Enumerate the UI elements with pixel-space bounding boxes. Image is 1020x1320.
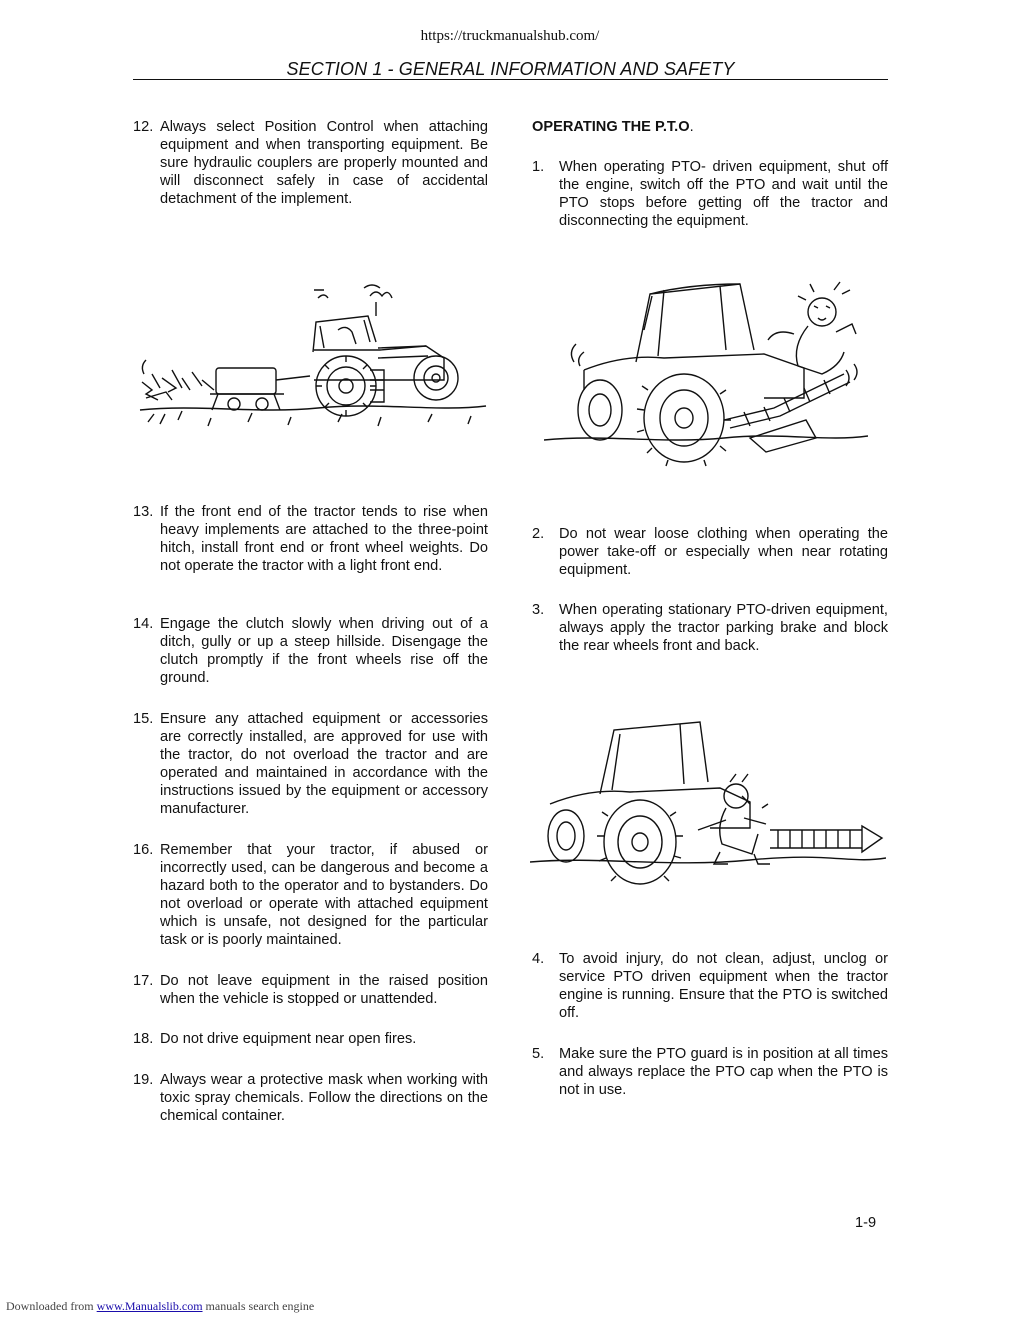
footer-suffix: manuals search engine	[202, 1299, 315, 1313]
list-item-19	[133, 1071, 488, 1127]
item-text: Make sure the PTO guard is in position at all times and always replace the PTO cap when the PTO is not in use.	[559, 1046, 888, 1099]
item-text: Ensure any attached equipment or accessories are correctly installed, are approved for use with the tractor, do not overload the tractor and are operated and maintained in accordance with the instructions issued by the equipment or accessory manufacturer.	[160, 711, 488, 818]
list-item-12	[133, 118, 488, 208]
item-text: Always select Position Control when attaching equipment and when transporting equipment. Be sure hydraulic couplers are properly mounted and will disconnect safely in case of accidental detachment of the implement.	[160, 119, 488, 208]
item-text: To avoid injury, do not clean, adjust, unclog or service PTO driven equipment when the tractor engine is running. Ensure that the PTO is switched off.	[559, 951, 888, 1022]
footer-prefix: Downloaded from	[6, 1299, 97, 1313]
heading-suffix: .	[689, 119, 694, 135]
item-number: 2.	[532, 526, 545, 542]
item-number: 14.	[133, 616, 154, 632]
item-number: 5.	[532, 1046, 545, 1062]
page-number: 1-9	[855, 1215, 877, 1231]
item-number: 19.	[133, 1072, 154, 1088]
tractor-towing-implement-illustration	[138, 282, 488, 434]
item-text: If the front end of the tractor tends to rise when heavy implements are attached to the three-point hitch, install front end or front wheel weights. Do not operate the tractor with a light front end.	[160, 504, 488, 575]
item-text: When operating stationary PTO-driven equipment, always apply the tractor parking brake and block the rear wheels front and back.	[559, 602, 888, 655]
item-number: 13.	[133, 504, 154, 520]
list-item-14	[133, 615, 488, 687]
heading-text: OPERATING THE P.T.O	[532, 119, 690, 135]
item-number: 15.	[133, 711, 154, 727]
item-number: 4.	[532, 951, 545, 967]
section-title: SECTION 1 - GENERAL INFORMATION AND SAFETY	[286, 59, 735, 79]
list-item-18	[133, 1030, 488, 1050]
item-number: 3.	[532, 602, 545, 618]
source-url: https://truckmanualshub.com/	[420, 28, 600, 44]
pto-service-illustration	[530, 712, 886, 892]
item-number: 1.	[532, 159, 545, 175]
item-text: Do not drive equipment near open fires.	[160, 1031, 417, 1047]
pto-entanglement-illustration	[544, 270, 868, 470]
item-text: Do not wear loose clothing when operating the power take-off or especially when near rotating equipment.	[559, 526, 888, 579]
item-text: Remember that your tractor, if abused or incorrectly used, can be dangerous and become a hazard both to the operator and to bystanders. Do not overload or operate with attached equipment which is unsafe, not designed for the particular task or is poorly maintained.	[160, 842, 488, 949]
manualslib-link[interactable]: www.Manualslib.com	[96, 1299, 203, 1313]
list-item-16	[133, 841, 488, 951]
item-text: When operating PTO- driven equipment, shut off the engine, switch off the PTO and wait until the PTO stops before getting off the tractor and disconnecting the equipment.	[559, 159, 888, 230]
list-item-17	[133, 972, 488, 1010]
list-item-5	[532, 1045, 888, 1101]
list-item-2	[532, 525, 888, 581]
item-number: 17.	[133, 973, 154, 989]
item-number: 12.	[133, 119, 154, 135]
list-item-1	[532, 158, 888, 232]
list-item-15	[133, 710, 488, 820]
item-text: Engage the clutch slowly when driving out of a ditch, gully or up a steep hillside. Disengage the clutch promptly if the front wheels rise off the ground.	[160, 616, 488, 687]
item-number: 18.	[133, 1031, 154, 1047]
footer	[6, 1299, 314, 1314]
section-heading	[532, 119, 694, 135]
item-number: 16.	[133, 842, 154, 858]
item-text: Do not leave equipment in the raised position when the vehicle is stopped or unattended.	[160, 973, 488, 1008]
list-item-13	[133, 503, 488, 593]
list-item-4	[532, 950, 888, 1024]
item-text: Always wear a protective mask when working with toxic spray chemicals. Follow the directions on the chemical container.	[160, 1072, 488, 1125]
header-rule	[133, 79, 888, 80]
list-item-3	[532, 601, 888, 657]
